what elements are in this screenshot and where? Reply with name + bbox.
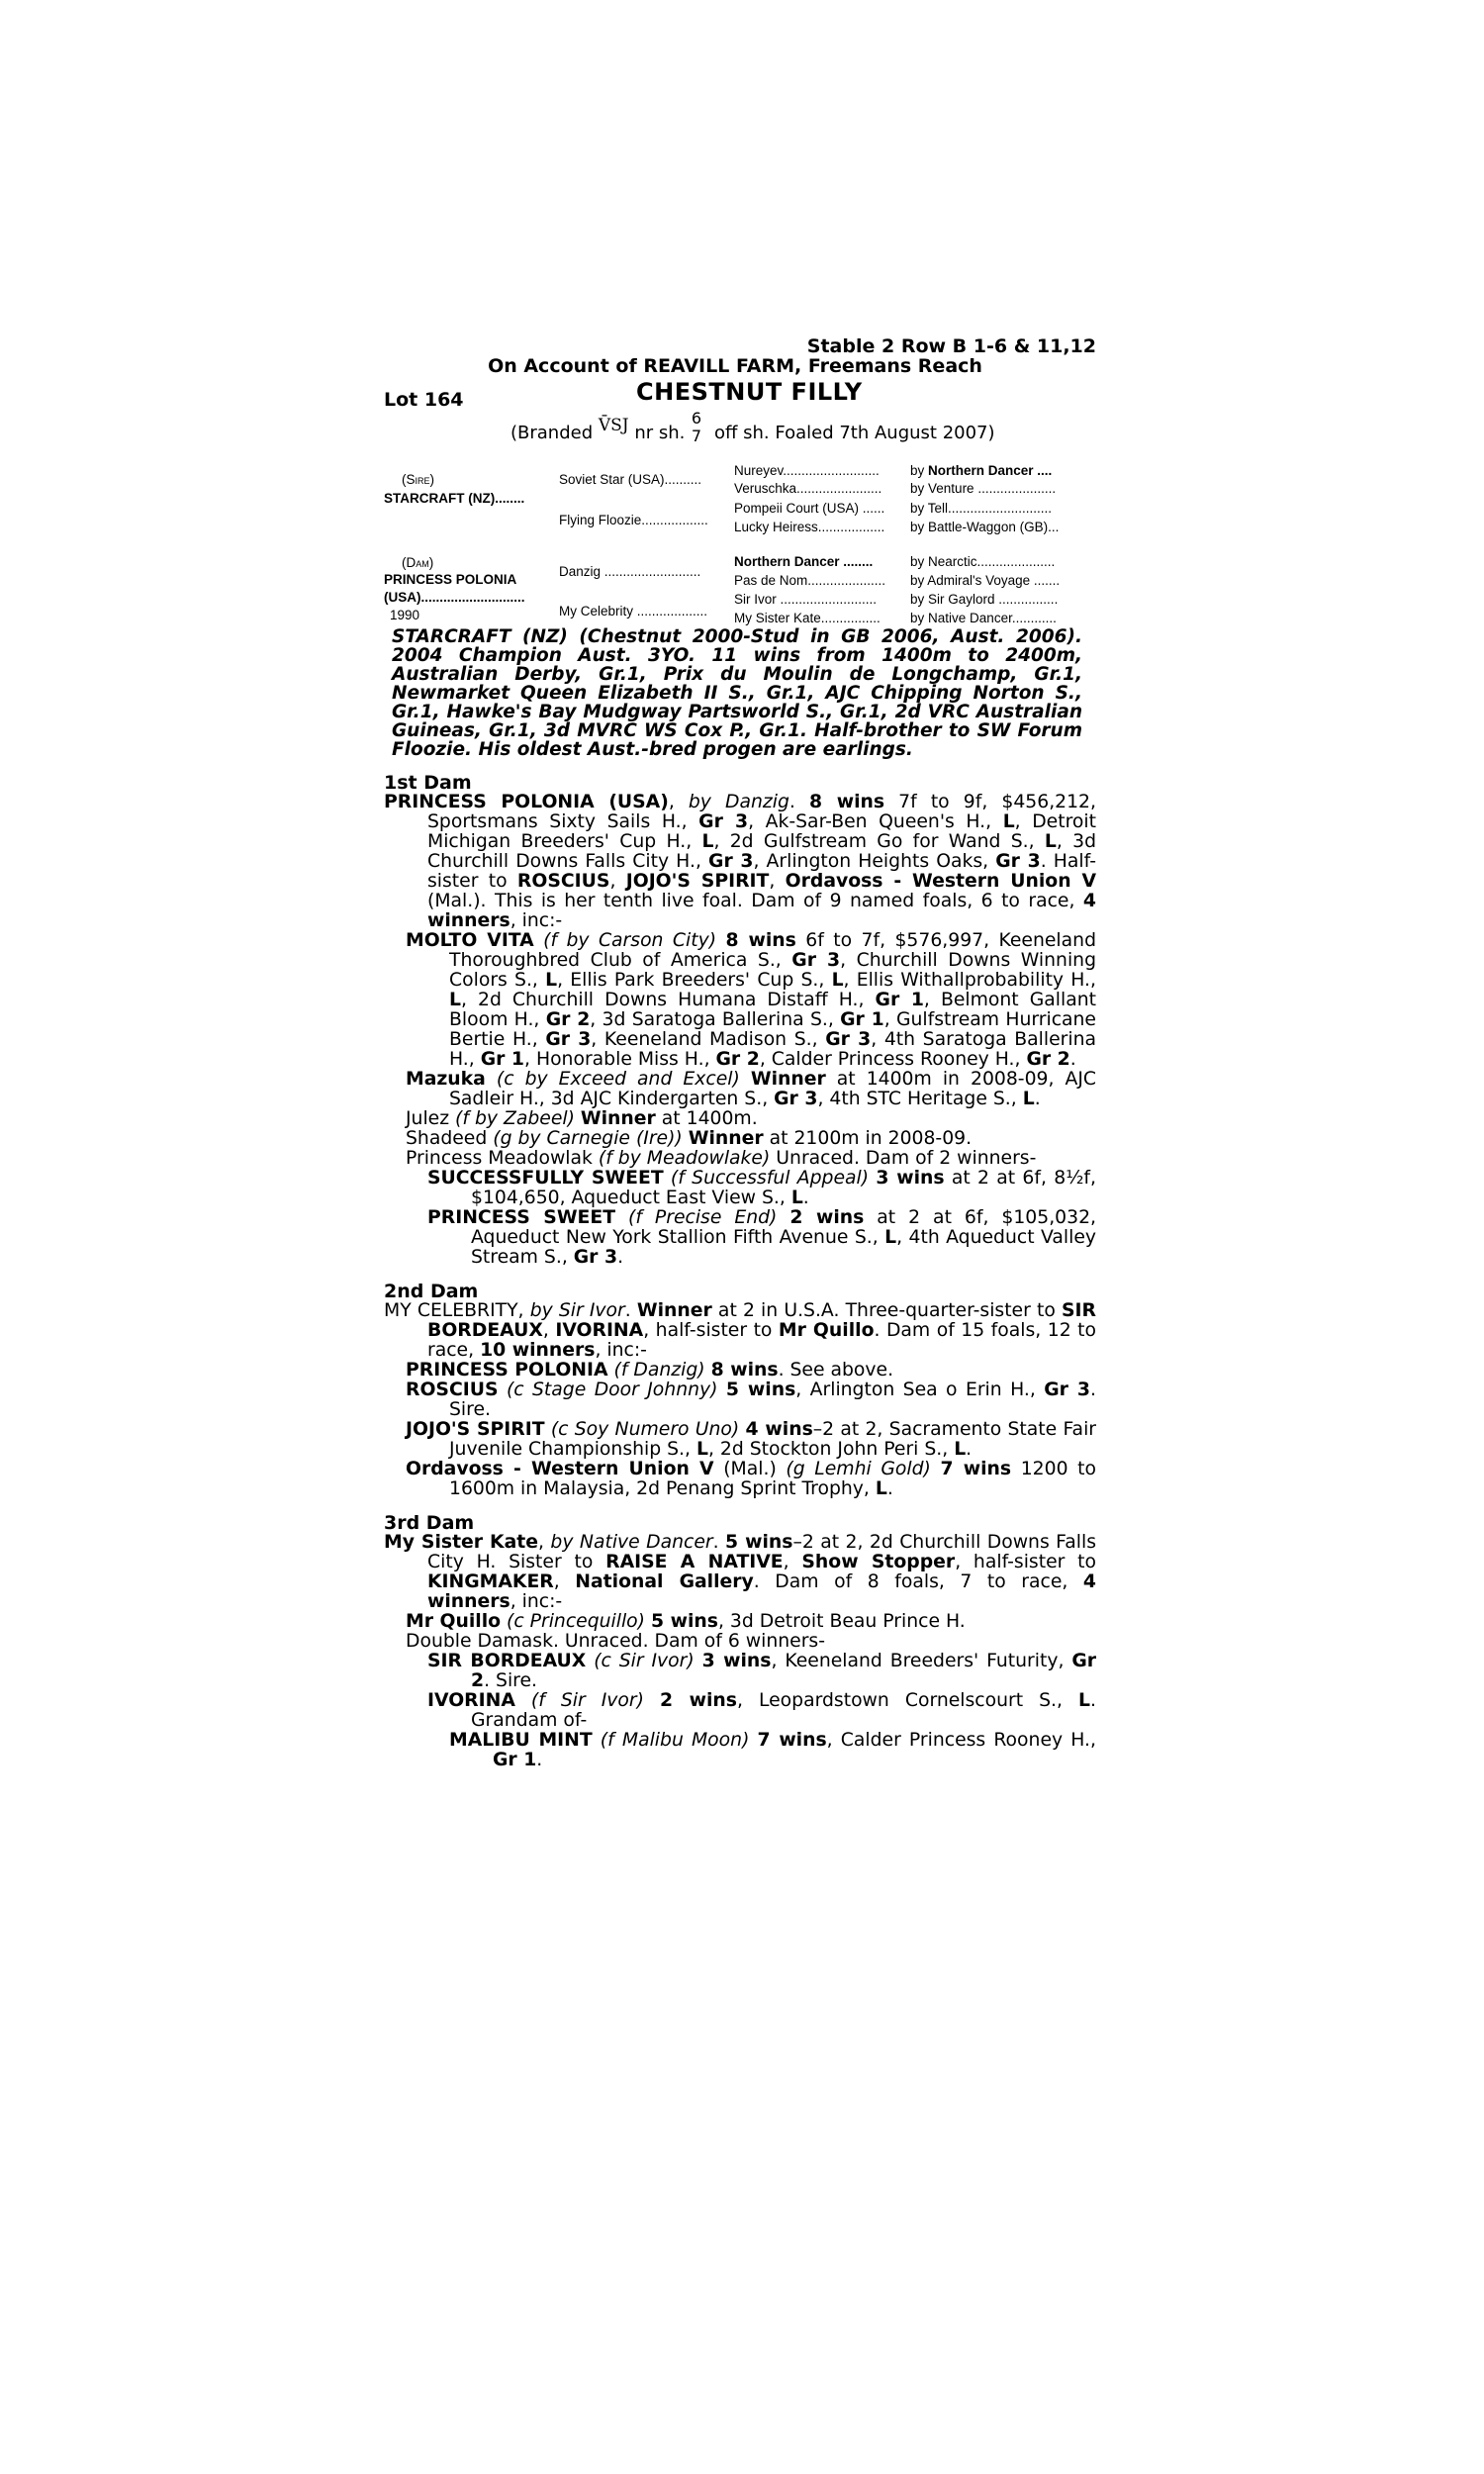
ancestor-g3: Northern Dancer ........ <box>734 554 874 569</box>
brand-mark: V̄SJ <box>598 416 629 435</box>
lot-title: CHESTNUT FILLY <box>636 378 863 406</box>
grand-progeny-entry: SIR BORDEAUX (c Sir Ivor) 3 wins, Keeneland Breeders' Futurity, Gr 2. Sire. <box>427 1651 1096 1691</box>
dam-name-country: (USA)............................ <box>384 590 525 605</box>
dam-foaled-year: 1990 <box>390 608 420 622</box>
pedigree-table <box>384 463 1096 625</box>
vendor-account: On Account of REAVILL FARM, Freemans Reach <box>488 355 982 377</box>
first-dam-heading: 1st Dam <box>384 772 472 794</box>
catalogue-page <box>384 336 1096 1770</box>
progeny-entry: Julez (f by Zabeel) Winner at 1400m. <box>406 1108 758 1129</box>
brand-fraction: 6 7 <box>691 409 702 445</box>
progeny-entry: Princess Meadowlak (f by Meadowlake) Unraced. Dam of 2 winners- <box>406 1148 1037 1169</box>
ancestor-g4: by Admiral's Voyage ....... <box>910 573 1061 588</box>
ancestor-g3: Pompeii Court (USA) ...... <box>734 501 885 516</box>
lot-number: Lot 164 <box>384 389 464 411</box>
grand-progeny-entry: IVORINA (f Sir Ivor) 2 wins, Leopardstown Cornelscourt S., L. Grandam of- <box>427 1690 1096 1731</box>
dam-entry: MY CELEBRITY, by Sir Ivor. Winner at 2 in U.S.A. Three-quarter-sister to SIR BORDEAUX, IVORINA, half-sister to Mr Quillo. Dam of 15 foals, 12 to race, 10 winners, inc:- <box>384 1300 1096 1361</box>
stable-location: Stable 2 Row B 1-6 & 11,12 <box>806 335 1096 357</box>
lot-title-line <box>384 378 1096 414</box>
ancestor-g3: Nureyev.......................... <box>734 463 880 478</box>
ancestor-g4: by Tell............................ <box>910 501 1053 516</box>
brand-prefix: (Branded <box>510 423 594 443</box>
progeny-entry: Shadeed (g by Carnegie (Ire)) Winner at 2100m in 2008-09. <box>406 1128 973 1149</box>
dam-label: (Dam) <box>402 555 434 570</box>
sire-summary: STARCRAFT (NZ) (Chestnut 2000-Stud in GB 2006, Aust. 2006). 2004 Champion Aust. 3YO. 11 wins from 1400m to 2400m, Australian Derby, Gr.1, Prix du Moulin de Longchamp, Gr.1, Newmarket Queen Elizabeth II S., Gr.1, AJC Chipping Norton S., Gr.1, Hawke's Bay Mudgway Partsworld S., Gr.1, 2d VRC Australian Guineas, Gr.1, 3d MVRC WS Cox P., Gr.1. Half-brother to SW Forum Floozie. His oldest Aust.-bred progen are earlings. <box>392 626 1082 760</box>
dam-name: PRINCESS POLONIA <box>384 572 517 587</box>
brand-line <box>384 409 1096 453</box>
foaling-details: off sh. Foaled 7th August 2007) <box>714 423 995 443</box>
ancestor-g3: My Sister Kate................ <box>734 611 881 625</box>
ancestor-g3: Sir Ivor .......................... <box>734 592 878 607</box>
grand-progeny-entry: MALIBU MINT (f Malibu Moon) 7 wins, Calder Princess Rooney H., Gr 1. <box>449 1730 1096 1770</box>
ancestor-g4: by Sir Gaylord ................ <box>910 592 1059 607</box>
brand-nr: nr sh. <box>634 423 686 443</box>
ancestor-g3: Lucky Heiress.................. <box>734 520 885 534</box>
sire-sire: Soviet Star (USA).......... <box>559 472 702 487</box>
third-dam-heading: 3rd Dam <box>384 1512 475 1534</box>
dam-entry: PRINCESS POLONIA (USA), by Danzig. 8 wins 7f to 9f, $456,212, Sportsmans Sixty Sails H., Gr 3, Ak-Sar-Ben Queen's H., L, Detroit Michigan Breeders' Cup H., L, 2d Gulfstream Go for Wand S., L, 3d Churchill Downs Falls City H., Gr 3, Arlington Heights Oaks, Gr 3. Half-sister to ROSCIUS, JOJO'S SPIRIT, Ordavoss - Western Union V (Mal.). This is her tenth live foal. Dam of 9 named foals, 6 to race, 4 winners, inc:- <box>384 792 1096 931</box>
ancestor-g4: by Native Dancer............ <box>910 611 1057 625</box>
sire-label: (Sire) <box>402 472 434 487</box>
ancestor-g4: by Battle-Waggon (GB)... <box>910 520 1060 534</box>
dam-dam: My Celebrity ................... <box>559 604 708 618</box>
grand-progeny-entry: SUCCESSFULLY SWEET (f Successful Appeal) 3 wins at 2 at 6f, 8½f, $104,650, Aqueduct East View S., L. <box>427 1168 1096 1208</box>
ancestor-g4: by Venture ..................... <box>910 481 1057 496</box>
progeny-entry: Ordavoss - Western Union V (Mal.) (g Lemhi Gold) 7 wins 1200 to 1600m in Malaysia, 2d Penang Sprint Trophy, L. <box>406 1459 1096 1499</box>
progeny-entry: JOJO'S SPIRIT (c Soy Numero Uno) 4 wins–2 at 2, Sacramento State Fair Juvenile Championship S., L, 2d Stockton John Peri S., L. <box>406 1419 1097 1460</box>
ancestor-g3: Veruschka....................... <box>734 481 882 496</box>
dam-sire: Danzig .......................... <box>559 564 701 579</box>
progeny-entry: ROSCIUS (c Stage Door Johnny) 5 wins, Arlington Sea o Erin H., Gr 3. Sire. <box>406 1380 1096 1420</box>
progeny-entry: PRINCESS POLONIA (f Danzig) 8 wins. See above. <box>406 1360 894 1380</box>
ancestor-g4: by Nearctic..................... <box>910 554 1056 569</box>
ancestor-g4: by Northern Dancer .... <box>910 463 1053 478</box>
sire-name: STARCRAFT (NZ)........ <box>384 491 525 506</box>
grand-progeny-entry: PRINCESS SWEET (f Precise End) 2 wins at 2 at 6f, $105,032, Aqueduct New York Stallion Fifth Avenue S., L, 4th Aqueduct Valley Stream S., Gr 3. <box>427 1207 1097 1268</box>
progeny-entry: Mazuka (c by Exceed and Excel) Winner at 1400m in 2008-09, AJC Sadleir H., 3d AJC Kindergarten S., Gr 3, 4th STC Heritage S., L. <box>406 1069 1096 1109</box>
progeny-entry: MOLTO VITA (f by Carson City) 8 wins 6f to 7f, $576,997, Keeneland Thoroughbred Club of America S., Gr 3, Churchill Downs Winning Colors S., L, Ellis Park Breeders' Cup S., L, Ellis Withallprobability H., L, 2d Churchill Downs Humana Distaff H., Gr 1, Belmont Gallant Bloom H., Gr 2, 3d Saratoga Ballerina S., Gr 1, Gulfstream Hurricane Bertie H., Gr 3, Keeneland Madison S., Gr 3, 4th Saratoga Ballerina H., Gr 1, Honorable Miss H., Gr 2, Calder Princess Rooney H., Gr 2. <box>406 930 1097 1070</box>
sire-dam: Flying Floozie.................. <box>559 513 708 527</box>
dam-entry: My Sister Kate, by Native Dancer. 5 wins–2 at 2, 2d Churchill Downs Falls City H. Sister to RAISE A NATIVE, Show Stopper, half-sister to KINGMAKER, National Gallery. Dam of 8 foals, 7 to race, 4 winners, inc:- <box>384 1532 1096 1612</box>
progeny-entry: Double Damask. Unraced. Dam of 6 winners- <box>406 1631 825 1652</box>
second-dam-heading: 2nd Dam <box>384 1281 479 1302</box>
progeny-entry: Mr Quillo (c Princequillo) 5 wins, 3d Detroit Beau Prince H. <box>406 1611 966 1632</box>
ancestor-g3: Pas de Nom..................... <box>734 573 886 588</box>
